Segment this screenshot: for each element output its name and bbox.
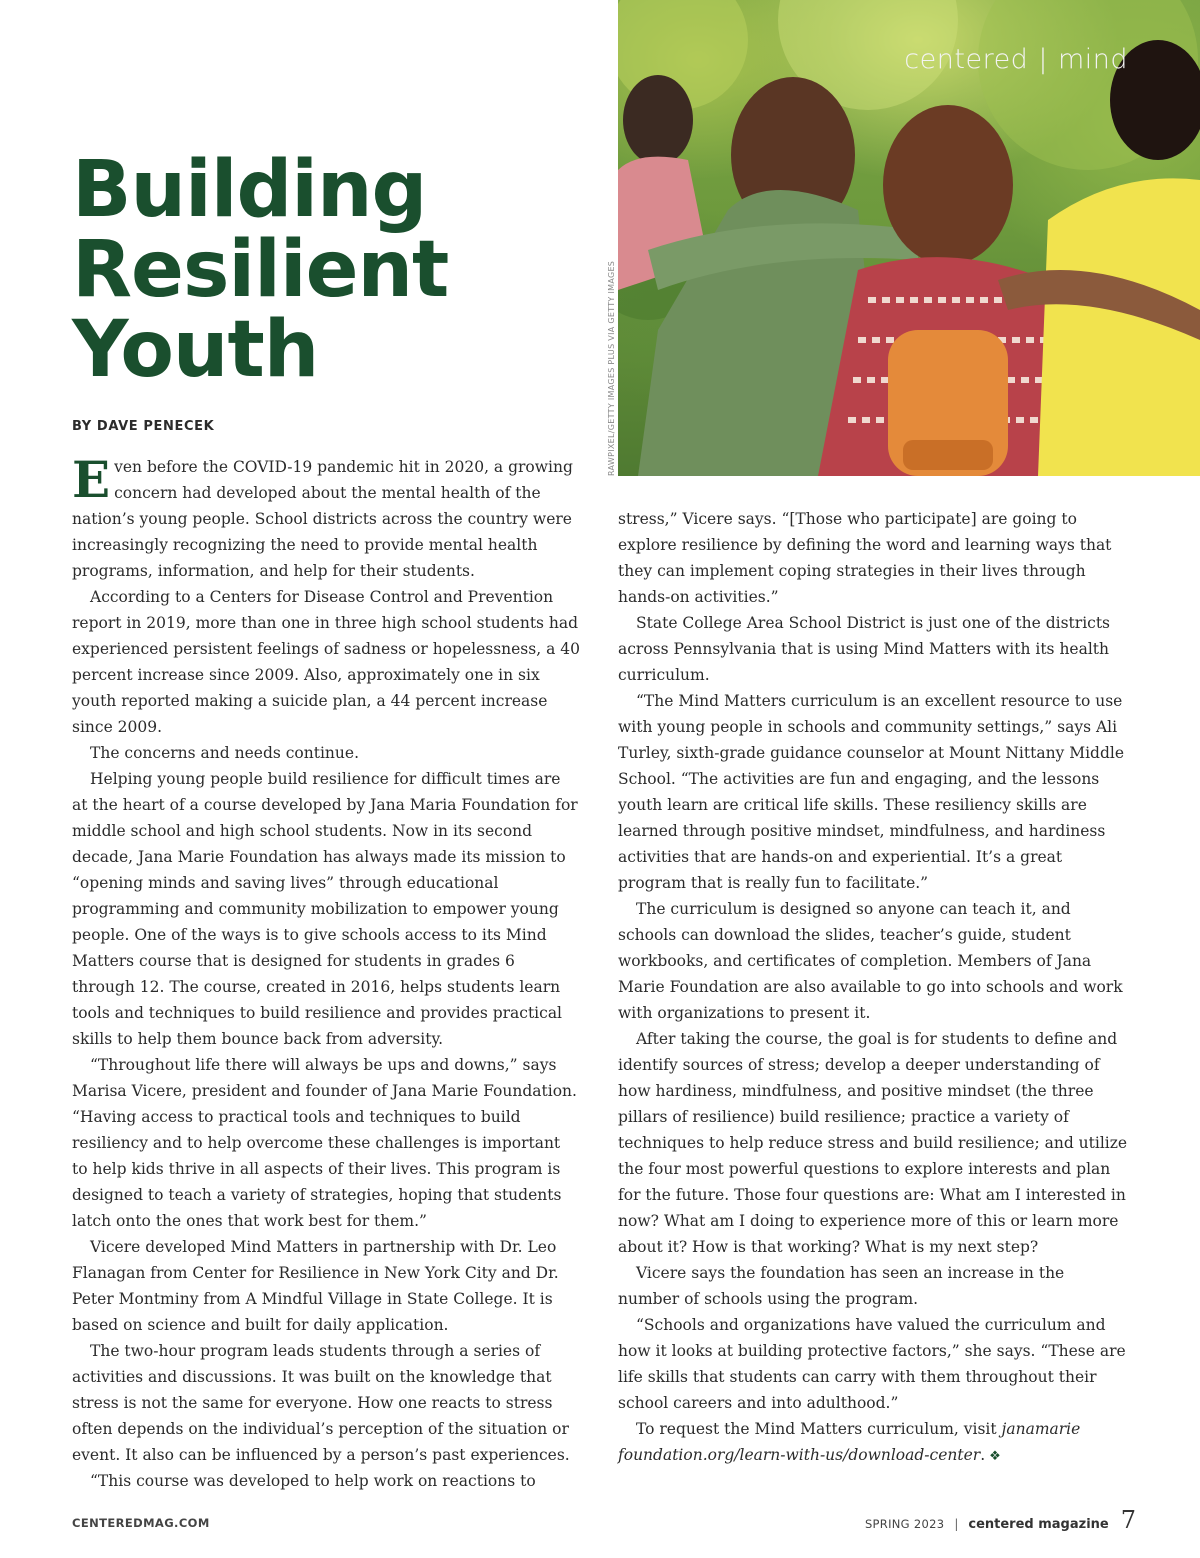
headline-line-2: Resilient bbox=[72, 225, 449, 315]
section-tag-left: centered bbox=[904, 44, 1029, 75]
hero-photo bbox=[618, 0, 1200, 476]
headline-line-1: Building bbox=[72, 145, 427, 235]
paragraph-text: To request the Mind Matters curriculum, visit bbox=[636, 1420, 1002, 1438]
paragraph: The concerns and needs continue. bbox=[90, 744, 359, 762]
headline-line-3: Youth bbox=[72, 305, 319, 395]
paragraph: stress,” Vicere says. “[Those who participate] are going to explore resilience by defining the word and learning ways that they can implement coping strategies in their lives through hands-on activities.” bbox=[618, 510, 1112, 606]
paragraph: Vicere developed Mind Matters in partnership with Dr. Leo Flanagan from Center for Resilience in New York City and Dr. Peter Montminy from A Mindful Village in State College. It is based on science and built for daily application. bbox=[72, 1238, 559, 1334]
paragraph: “Throughout life there will always be ups and downs,” says Marisa Vicere, president and founder of Jana Marie Foundation. “Having access to practical tools and techniques to build resiliency and to help overcome these challenges is important to help kids thrive in all aspects of their lives. This program is designed to teach a variety of strategies, hoping that students latch onto the ones that work best for them.” bbox=[72, 1056, 577, 1230]
paragraph: Helping young people build resilience for difficult times are at the heart of a course developed by Jana Maria Foundation for middle school and high school students. Now in its second decade, Jana Marie Foundation has always made its mission to “opening minds and saving lives” through educational programming and community mobilization to empower young people. One of the ways is to give schools access to its Mind Matters course that is designed for students in grades 6 through 12. The course, created in 2016, helps students learn tools and techniques to build resilience and provides practical skills to help them bounce back from adversity. bbox=[72, 770, 578, 1048]
paragraph: State College Area School District is just one of the districts across Pennsylvania that is using Mind Matters with its health curriculum. bbox=[618, 614, 1111, 684]
paragraph bbox=[618, 1416, 1128, 1470]
section-tag-divider: | bbox=[1038, 44, 1048, 75]
paragraph-text: ven before the COVID-19 pandemic hit in 2020, a growing concern had developed about the mental health of the nation’s young people. School districts across the country were increasingly recognizing the need to provide mental health programs, information, and help for their students. bbox=[72, 458, 573, 580]
photo-credit: RAWPIXEL/GETTY IMAGES PLUS VIA GETTY IMAGES bbox=[607, 260, 616, 476]
download-center-link[interactable]: janamarie foundation.org/learn-with-us/download-center bbox=[618, 1420, 1081, 1464]
paragraph: “Schools and organizations have valued the curriculum and how it looks at building protective factors,” she says. “These are life skills that students can carry with them throughout their school careers and into adulthood.” bbox=[618, 1316, 1126, 1412]
section-tag bbox=[904, 44, 1128, 75]
paragraph bbox=[72, 450, 580, 584]
footer-site-url: CENTEREDMAG.COM bbox=[72, 1516, 210, 1530]
magazine-name: centered magazine bbox=[968, 1517, 1109, 1532]
paragraph: The two-hour program leads students through a series of activities and discussions. It was built on the knowledge that stress is not the same for everyone. How one reacts to stress often depends on the individual’s perception of the situation or event. It also can be influenced by a person’s past experiences. bbox=[72, 1342, 570, 1464]
article-headline bbox=[72, 145, 542, 395]
page-number: 7 bbox=[1120, 1506, 1136, 1534]
end-mark-icon: ❖ bbox=[989, 1449, 1001, 1464]
section-tag-right: mind bbox=[1057, 44, 1128, 75]
paragraph: According to a Centers for Disease Control and Prevention report in 2019, more than one in three high school students had experienced persistent feelings of sadness or hopelessness, a 40 percent increase since 2009. Also, approximately one in six youth reported making a suicide plan, a 44 percent increase since 2009. bbox=[72, 588, 580, 736]
body-column-right bbox=[618, 506, 1128, 1470]
paragraph-text: . bbox=[980, 1446, 986, 1464]
paragraph: The curriculum is designed so anyone can teach it, and schools can download the slides, teacher’s guide, student workbooks, and certificates of completion. Members of Jana Marie Foundation are also available to go into schools and work with organizations to present it. bbox=[618, 900, 1123, 1022]
paragraph: Vicere says the foundation has seen an increase in the number of schools using the program. bbox=[618, 1264, 1065, 1308]
body-column-left bbox=[72, 450, 580, 1494]
drop-cap: E bbox=[72, 450, 111, 509]
issue-date: SPRING 2023 bbox=[864, 1517, 945, 1531]
paragraph: “This course was developed to help work on reactions to bbox=[90, 1472, 536, 1490]
folio-divider: | bbox=[954, 1517, 959, 1531]
byline: BY DAVE PENECEK bbox=[72, 419, 215, 434]
folio bbox=[865, 1506, 1136, 1534]
paragraph: “The Mind Matters curriculum is an excellent resource to use with young people in schools and community settings,” says Ali Turley, sixth-grade guidance counselor at Mount Nittany Middle School. “The activities are fun and engaging, and the lessons youth learn are critical life skills. These resiliency skills are learned through positive mindset, mindfulness, and hardiness activities that are hands-on and experiential. It’s a great program that is really fun to facilitate.” bbox=[618, 692, 1125, 892]
paragraph: After taking the course, the goal is for students to define and identify sources of stress; develop a deeper understanding of how hardiness, mindfulness, and positive mindset (the three pillars of resilience) build resilience; practice a variety of techniques to help reduce stress and build resilience; and utilize the four most powerful questions to explore interests and plan for the future. Those four questions are: What am I interested in now? What am I doing to experience more of this or learn more about it? How is that working? What is my next step? bbox=[618, 1030, 1128, 1256]
